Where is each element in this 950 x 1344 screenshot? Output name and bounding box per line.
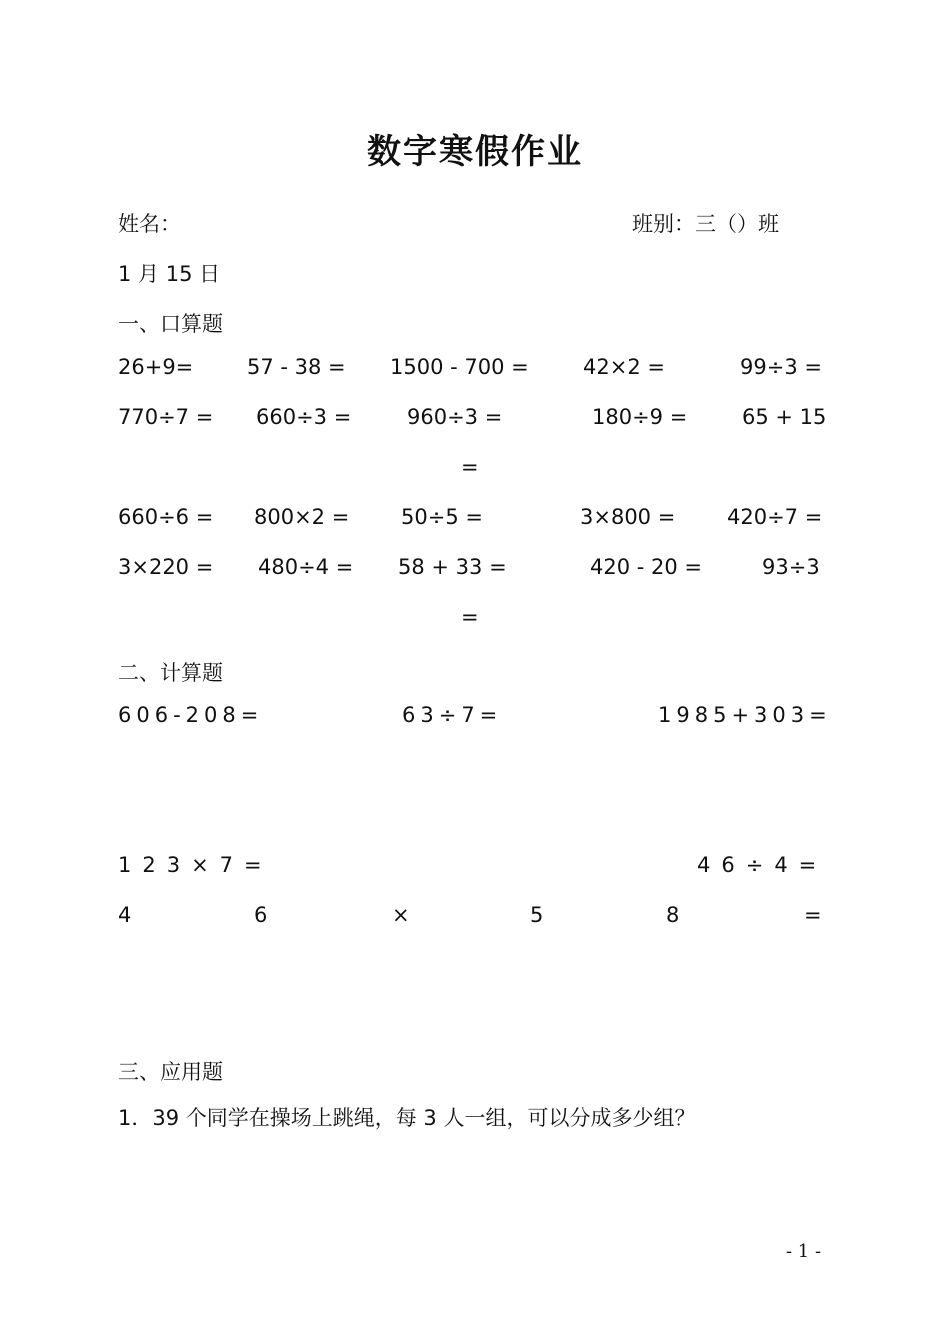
calc-problem: 46÷4= xyxy=(697,853,828,877)
name-label: 姓名： xyxy=(118,212,181,236)
class-label: 班别：三（）班 xyxy=(632,212,779,236)
calc-token: 5 xyxy=(530,903,544,927)
calc-token: 4 xyxy=(118,903,132,927)
wrapped-equals: = xyxy=(461,455,479,479)
oral-row-1 xyxy=(118,355,822,385)
oral-problem: 180÷9 = xyxy=(592,405,688,429)
calc-row-2 xyxy=(118,853,828,883)
oral-row-2 xyxy=(118,405,827,435)
calc-token: × xyxy=(392,903,410,927)
oral-row-3 xyxy=(118,505,823,535)
wrapped-equals: = xyxy=(461,605,479,629)
oral-problem: 93÷3 xyxy=(762,555,820,579)
oral-problem: 99÷3 = xyxy=(740,355,822,379)
document-title: 数字寒假作业 xyxy=(367,132,583,172)
section-heading-word-problems: 三、应用题 xyxy=(118,1060,223,1084)
calc-token: 8 xyxy=(666,903,680,927)
calc-problem: 1985+303= xyxy=(658,703,832,727)
oral-problem: 420÷7 = xyxy=(727,505,823,529)
oral-problem: 50÷5 = xyxy=(401,505,483,529)
word-problem-1: 1．39 个同学在操场上跳绳，每 3 人一组，可以分成多少组？ xyxy=(118,1106,696,1130)
oral-problem: 57 - 38 = xyxy=(247,355,346,379)
oral-problem: 660÷3 = xyxy=(256,405,352,429)
oral-problem: 42×2 = xyxy=(583,355,665,379)
calc-row-1 xyxy=(118,703,832,733)
oral-problem: 3×220 = xyxy=(118,555,214,579)
oral-problem: 800×2 = xyxy=(254,505,350,529)
oral-row-4 xyxy=(118,555,818,585)
page-number: - 1 - xyxy=(786,1241,822,1262)
section-heading-calc: 二、计算题 xyxy=(118,661,223,685)
calc-row-3 xyxy=(118,903,822,933)
date: 1 月 15 日 xyxy=(118,262,221,286)
calc-problem: 123×7= xyxy=(118,853,273,877)
oral-problem: 26+9= xyxy=(118,355,194,379)
oral-problem: 65 + 15 xyxy=(742,405,827,429)
oral-problem: 480÷4 = xyxy=(258,555,354,579)
calc-token: = xyxy=(804,903,822,927)
oral-problem: 420 - 20 = xyxy=(590,555,703,579)
oral-problem: 660÷6 = xyxy=(118,505,214,529)
oral-problem: 770÷7 = xyxy=(118,405,214,429)
oral-problem: 3×800 = xyxy=(580,505,676,529)
oral-problem: 1500 - 700 = xyxy=(390,355,529,379)
calc-token: 6 xyxy=(254,903,268,927)
oral-problem: 58 + 33 = xyxy=(398,555,507,579)
section-heading-oral: 一、口算题 xyxy=(118,312,223,336)
oral-problem: 960÷3 = xyxy=(407,405,503,429)
calc-problem: 606-208= xyxy=(118,703,264,727)
calc-problem: 63÷7= xyxy=(402,703,503,727)
